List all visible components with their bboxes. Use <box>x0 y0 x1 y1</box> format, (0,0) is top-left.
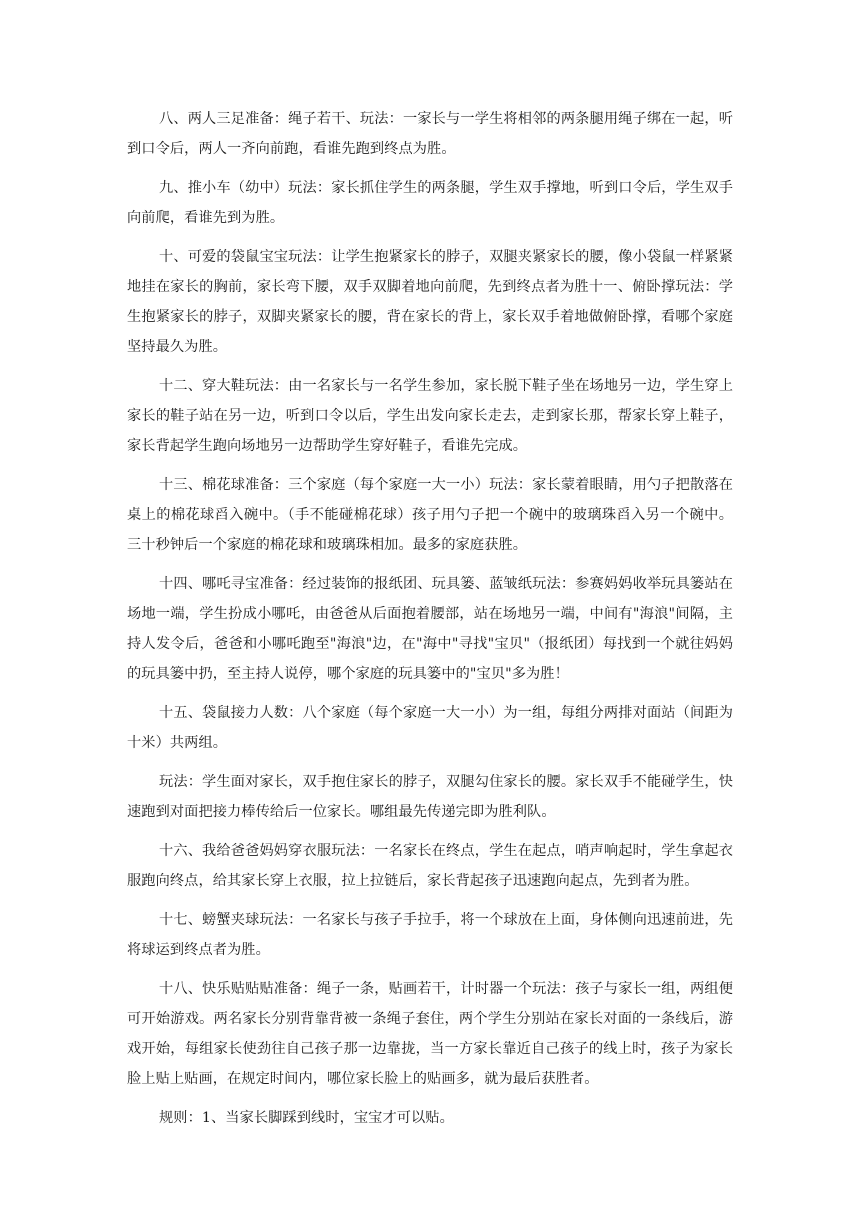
paragraph-game-8: 八、两人三足准备：绳子若干、玩法：一家长与一学生将相邻的两条腿用绳子绑在一起，听到口令后，两人一齐向前跑，看谁先跑到终点为胜。 <box>127 111 733 157</box>
paragraph-game-12: 十二、穿大鞋玩法：由一名家长与一名学生参加，家长脱下鞋子坐在场地另一边，学生穿上家长的鞋子站在另一边，听到口令以后，学生出发向家长走去，走到家长那，帮家长穿上鞋子，家长背起学生跑向场地另一边帮助学生穿好鞋子，看谁先完成。 <box>127 378 733 454</box>
paragraph-game-14: 十四、哪吒寻宝准备：经过装饰的报纸团、玩具篓、蓝皱纸玩法：参赛妈妈收举玩具篓站在场地一端，学生扮成小哪吒，由爸爸从后面抱着腰部，站在场地另一端，中间有"海浪"间隔，主持人发令后，爸爸和小哪吒跑至"海浪"边，在"海中"寻找"宝贝"（报纸团）每找到一个就往妈妈的玩具篓中扔，至主持人说停，哪个家庭的玩具篓中的"宝贝"多为胜！ <box>127 576 733 682</box>
paragraph-game-13: 十三、棉花球准备：三个家庭（每个家庭一大一小）玩法：家长蒙着眼睛，用勺子把散落在桌上的棉花球舀入碗中。（手不能碰棉花球）孩子用勺子把一个碗中的玻璃珠舀入另一个碗中。三十秒钟后一个家庭的棉花球和玻璃珠相加。最多的家庭获胜。 <box>127 477 733 553</box>
paragraph-game-9: 九、推小车（幼中）玩法：家长抓住学生的两条腿，学生双手撑地，听到口令后，学生双手向前爬，看谁先到为胜。 <box>127 180 733 226</box>
document-body <box>127 104 733 1142</box>
paragraph-game-16: 十六、我给爸爸妈妈穿衣服玩法：一名家长在终点，学生在起点，哨声响起时，学生拿起衣服跑向终点，给其家长穿上衣服，拉上拉链后，家长背起孩子迅速跑向起点，先到者为胜。 <box>127 843 733 889</box>
paragraph-game-17: 十七、螃蟹夹球玩法：一名家长与孩子手拉手，将一个球放在上面，身体侧向迅速前进，先将球运到终点者为胜。 <box>127 912 733 958</box>
paragraph-game-15-rules: 玩法：学生面对家长，双手抱住家长的脖子，双腿勾住家长的腰。家长双手不能碰学生，快速跑到对面把接力棒传给后一位家长。哪组最先传递完即为胜利队。 <box>127 774 733 820</box>
paragraph-game-15: 十五、袋鼠接力人数：八个家庭（每个家庭一大一小）为一组，每组分两排对面站（间距为十米）共两组。 <box>127 705 733 751</box>
paragraph-game-18: 十八、快乐贴贴贴准备：绳子一条，贴画若干，计时器一个玩法：孩子与家长一组，两组便可开始游戏。两名家长分别背靠背被一条绳子套住，两个学生分别站在家长对面的一条线后，游戏开始，每组家长使劲往自己孩子那一边靠拢，当一方家长靠近自己孩子的线上时，孩子为家长脸上贴上贴画，在规定时间内，哪位家长脸上的贴画多，就为最后获胜者。 <box>127 981 733 1087</box>
paragraph-game-10-11: 十、可爱的袋鼠宝宝玩法：让学生抱紧家长的脖子，双腿夹紧家长的腰，像小袋鼠一样紧紧地挂在家长的胸前，家长弯下腰，双手双脚着地向前爬，先到终点者为胜十一、俯卧撑玩法：学生抱紧家长的脖子，双脚夹紧家长的腰，背在家长的背上，家长双手着地做俯卧撑，看哪个家庭坚持最久为胜。 <box>127 249 733 355</box>
paragraph-rules: 规则：1、当家长脚踩到线时，宝宝才可以贴。 <box>159 1110 454 1126</box>
